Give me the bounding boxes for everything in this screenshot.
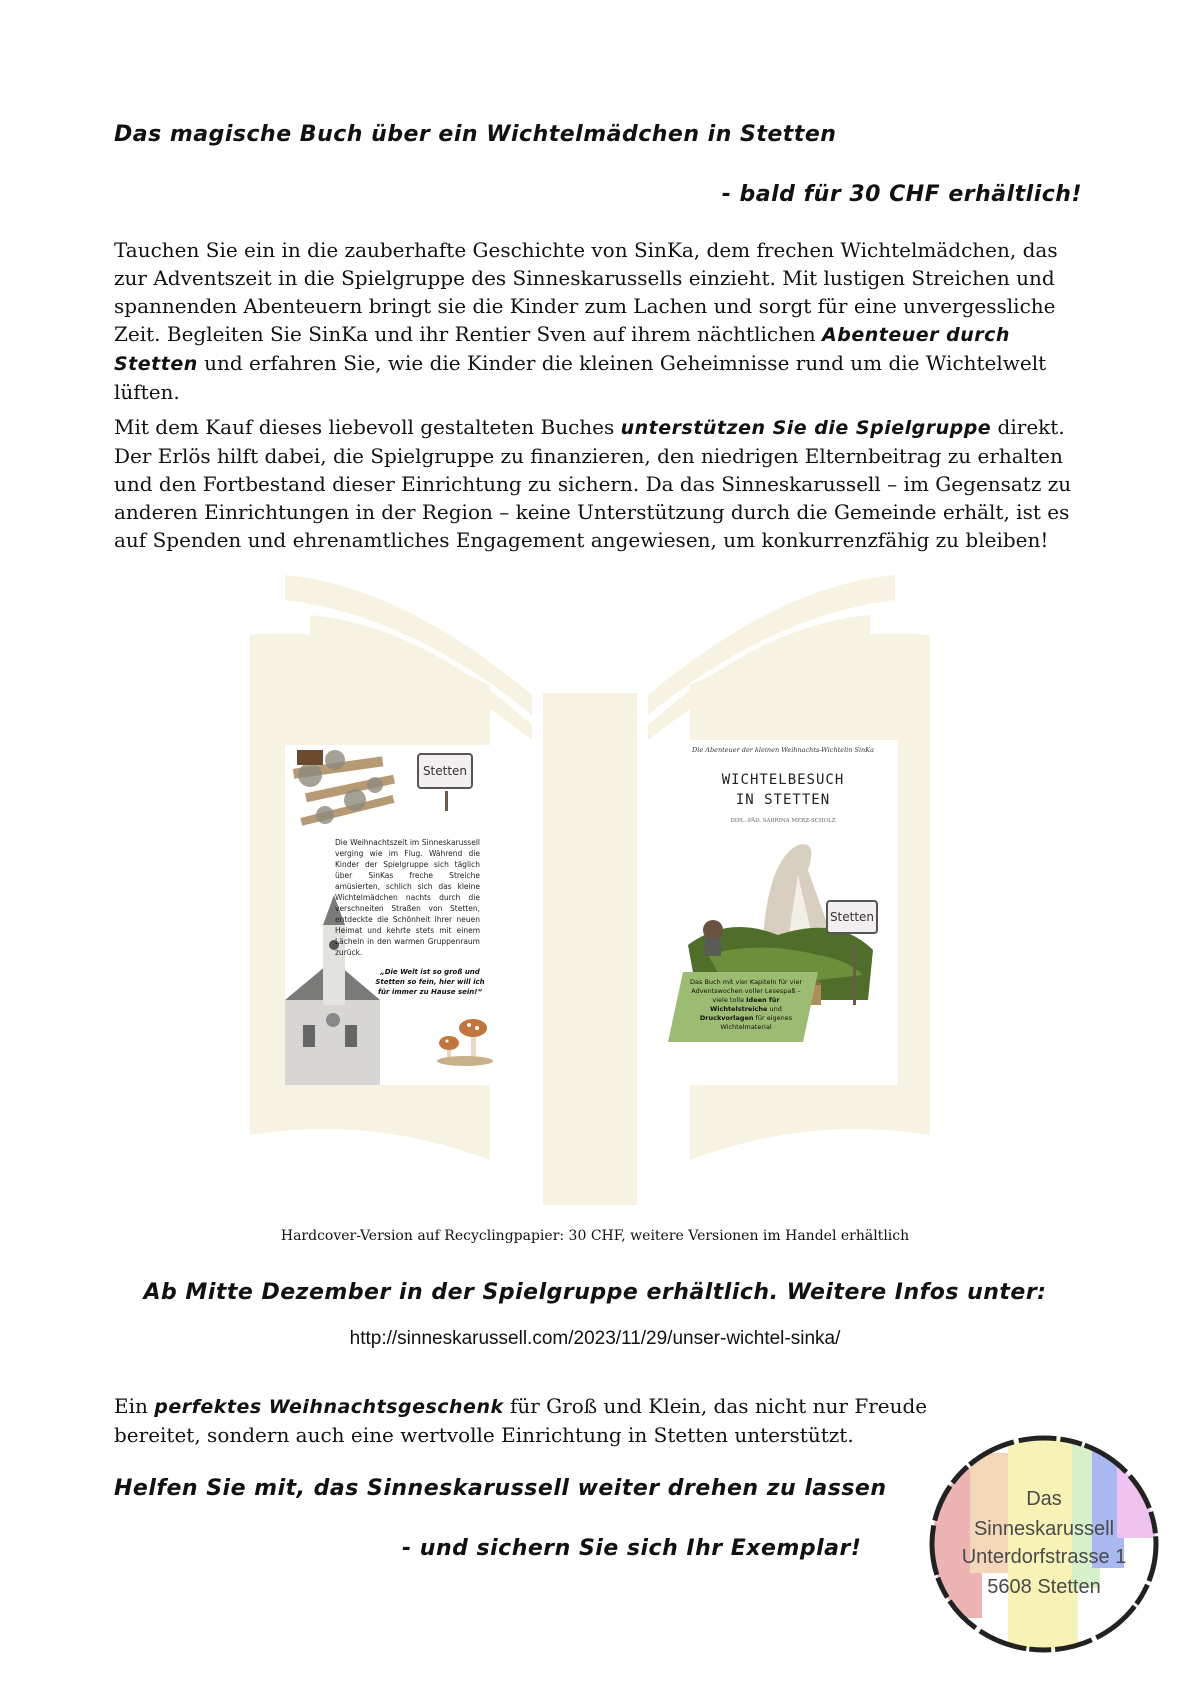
intro-paragraph: Tauchen Sie ein in die zauberhafte Geschichte von SinKa, dem frechen Wichtelmädchen, das zur Adventszeit in die Spielgruppe des Sinneskarussells einzieht. Mit lustigen Streichen und spannenden Abenteuern bringt sie die Kinder zum Lachen und sorgt für eine unvergessliche Zeit. Begleiten Sie SinKa und ihr Rentier Sven auf ihrem nächtlichen Abenteuer durch Stetten und erfahren Sie, wie die Kinder die kleinen Geheimnisse rund um die Wichtelwelt lüften. (114, 238, 1058, 404)
stamp-line-4: 5608 Stetten (987, 1576, 1101, 1598)
support-paragraph: Mit dem Kauf dieses liebevoll gestalteten Buches unterstützen Sie die Spielgruppe direkt. Der Erlös hilft dabei, die Spielgruppe zu finanzieren, den niedrigen Elternbeitrag zu erhalten und den Fortbestand dieser Einrichtung zu sichern. Da das Sinneskarussell – im Gegensatz zu anderen Einrichtungen in der Region – keine Unterstützung durch die Gemeinde erhält, ist es auf Spenden und ehrenamtliches Engagement angewiesen, um konkurrenzfähig zu bleiben! (114, 415, 1072, 552)
book-promo-text: Das Buch mit vier Kapiteln für vier Adventswochen voller Lesespaß – viele tolle Ideen für Wichtelstreiche und Druckvorlagen für eigenes Wichtelmaterial (690, 978, 802, 1031)
book-back-quote: „Die Welt ist so groß und Stetten so fein, hier will ich für immer zu Hause sein!“ (375, 968, 485, 996)
headline-price: - bald für 30 CHF erhältlich! (721, 182, 1082, 207)
sinneskarussell-stamp (922, 1428, 1166, 1660)
gift-highlight: perfektes Weihnachtsgeschenk (154, 1396, 504, 1418)
stamp-line-3: Unterdorfstrasse 1 (961, 1546, 1127, 1568)
book-back-cover (285, 745, 505, 1085)
sign-post-back (445, 791, 448, 811)
book-front-cover (668, 740, 898, 1085)
gift-paragraph: Ein perfektes Weihnachtsgeschenk für Groß und Klein, das nicht nur Freude bereitet, sondern auch eine wertvolle Einrichtung in Stetten unterstützt. (114, 1394, 928, 1447)
intro-highlight: Abenteuer durch Stetten (114, 324, 1010, 375)
book-title-line1: WICHTELBESUCH (721, 772, 845, 788)
book-title-line2: IN STETTEN (735, 792, 831, 808)
book-author: DIPL.-PÄD. SABRINA MERZ-SCHOLZ (730, 818, 836, 824)
stamp-line-2: Sinneskarussell (973, 1518, 1115, 1540)
stamp-line-1: Das (1026, 1488, 1062, 1510)
stetten-sign-back: Stetten (417, 753, 473, 789)
info-link[interactable]: http://sinneskarussell.com/2023/11/29/unser-wichtel-sinka/ (349, 1328, 841, 1349)
stetten-sign-front: Stetten (826, 900, 878, 934)
headline-title: Das magische Buch über ein Wichtelmädchen in Stetten (114, 122, 837, 147)
support-highlight: unterstützen Sie die Spielgruppe (620, 417, 992, 439)
availability-heading: Ab Mitte Dezember in der Spielgruppe erhältlich. Weitere Infos unter: (143, 1280, 1047, 1305)
closing-line-1: Helfen Sie mit, das Sinneskarussell weiter drehen zu lassen (114, 1476, 887, 1501)
book-back-blurb: Die Weihnachtszeit im Sinneskarussell verging wie im Flug. Während die Kinder der Spielgruppe sich täglich über SinKas freche Streiche amüsierten, schlich sich das kleine Wichtelmädchen nachts durch die verschneiten Straßen von Stetten, entdeckte die Schönheit ihrer neuen Heimat und kehrte stets mit einem Lächeln in den warmen Gruppenraum zurück. (335, 838, 480, 957)
book-series-title: Die Abenteuer der kleinen Weihnachts-Wichtelin SinKa (692, 746, 874, 754)
book-caption: Hardcover-Version auf Recyclingpapier: 30 CHF, weitere Versionen im Handel erhältlich (280, 1228, 910, 1244)
closing-line-2: - und sichern Sie sich Ihr Exemplar! (402, 1536, 862, 1561)
